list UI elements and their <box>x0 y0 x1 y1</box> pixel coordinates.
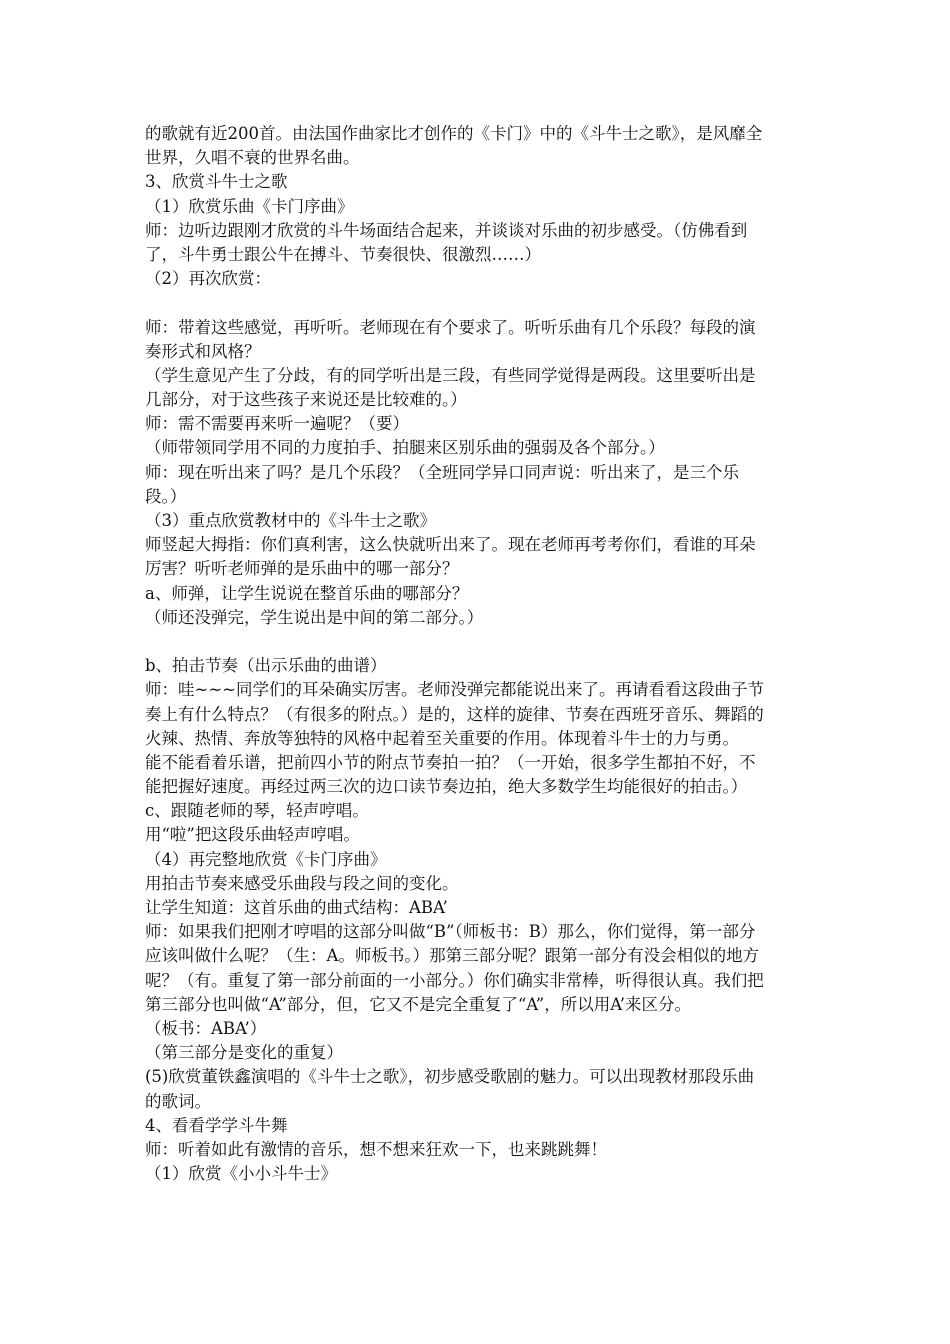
text-line: （学生意见产生了分歧，有的同学听出是三段，有些同学觉得是两段。这里要听出是 <box>145 365 756 385</box>
subsection-heading: （4）再完整地欣赏《卡门序曲》 <box>145 849 387 869</box>
text-line: 师：如果我们把刚才哼唱的这部分叫做“B”（师板书：B）那么，你们觉得，第一部分 <box>145 922 756 942</box>
text-line: 火辣、热情、奔放等独特的风格中起着至关重要的作用。体现着斗牛士的力与勇。 <box>145 728 739 748</box>
section-heading: 3、欣赏斗牛士之歌 <box>145 172 288 192</box>
text-line: 师：哇~~~同学们的耳朵确实厉害。老师没弹完都能说出来了。再请看看这段曲子节 <box>145 680 764 700</box>
text-line: b、拍击节奏（出示乐曲的曲谱） <box>145 656 387 676</box>
section-heading: 4、看看学学斗牛舞 <box>145 1115 288 1135</box>
text-line: 能不能看着乐谱，把前四小节的附点节奏拍一拍？（一开始，很多学生都拍不好，不 <box>145 752 756 772</box>
text-line: （师还没弹完，学生说出是中间的第二部分。） <box>145 607 484 627</box>
text-line: 奏形式和风格？ <box>145 341 261 361</box>
text-line: 用拍击节奏来感受乐曲段与段之间的变化。 <box>145 873 459 893</box>
text-line: （第三部分是变化的重复） <box>145 1043 343 1063</box>
text-line: 应该叫做什么呢？（生：A。师板书。）那第三部分呢？跟第一部分有没会相似的地方 <box>145 946 760 966</box>
text-line: 用“啦”把这段乐曲轻声哼唱。 <box>145 825 360 845</box>
text-line: 的歌就有近200首。由法国作曲家比才创作的《卡门》中的《斗牛士之歌》，是风靡全 <box>145 124 763 143</box>
text-line: 师：边听边跟刚才欣赏的斗牛场面结合起来，并谈谈对乐曲的初步感受。（仿佛看到 <box>145 220 748 240</box>
text-line: (5)欣赏董铁鑫演唱的《斗牛士之歌》，初步感受歌剧的魅力。可以出现教材那段乐曲 <box>145 1067 755 1087</box>
text-line: 师：带着这些感觉，再听听。老师现在有个要求了。听听乐曲有几个乐段？每段的演 <box>145 317 756 337</box>
text-line: 师：听着如此有激情的音乐，想不想来狂欢一下，也来跳跳舞！ <box>145 1139 607 1159</box>
text-line: 师：现在听出来了吗？是几个乐段？（全班同学异口同声说：听出来了，是三个乐 <box>145 462 739 482</box>
text-line: 段。） <box>145 486 187 506</box>
subsection-heading: （1）欣赏乐曲《卡门序曲》 <box>145 196 354 216</box>
text-line: 厉害？听听老师弹的是乐曲中的哪一部分？ <box>145 559 459 579</box>
text-line: 能把握好速度。再经过两三次的边口读节奏边拍，绝大多数学生均能很好的拍击。） <box>145 777 748 797</box>
text-line: （板书：ABA’） <box>145 1018 267 1038</box>
text-line: 的歌词。 <box>145 1091 211 1111</box>
subsection-heading: （3）重点欣赏教材中的《斗牛士之歌》 <box>145 511 436 530</box>
subsection-heading: （2）再次欣赏： <box>145 269 271 289</box>
document-page <box>145 122 815 1186</box>
text-line: 第三部分也叫做“A”部分，但，它又不是完全重复了“A”，所以用A’来区分。 <box>145 994 691 1014</box>
text-line: 了，斗牛勇士跟公牛在搏斗、节奏很快、很激烈……） <box>145 244 541 264</box>
text-line: 呢？（有。重复了第一部分前面的一小部分。）你们确实非常棒，听得很认真。我们把 <box>145 970 764 990</box>
text-line: a、师弹，让学生说说在整首乐曲的哪部分？ <box>145 583 469 603</box>
subsection-heading: （1）欣赏《小小斗牛士》 <box>145 1164 337 1184</box>
blank-line <box>145 291 815 315</box>
text-line: 几部分，对于这些孩子来说还是比较难的。） <box>145 390 467 410</box>
text-line: 让学生知道：这首乐曲的曲式结构：ABA’ <box>145 898 448 917</box>
text-line: 世界，久唱不衰的世界名曲。 <box>145 148 360 168</box>
blank-line <box>145 630 815 654</box>
text-line: 奏上有什么特点？（有很多的附点。）是的，这样的旋律、节奏在西班牙音乐、舞蹈的 <box>145 704 764 724</box>
text-line: 师：需不需要再来听一遍呢？（要） <box>145 414 409 434</box>
text-line: 师竖起大拇指：你们真利害，这么快就听出来了。现在老师再考考你们，看谁的耳朵 <box>145 535 756 555</box>
text-line: （师带领同学用不同的力度拍手、拍腿来区别乐曲的强弱及各个部分。） <box>145 438 665 458</box>
text-line: c、跟随老师的琴，轻声哼唱。 <box>145 801 369 821</box>
